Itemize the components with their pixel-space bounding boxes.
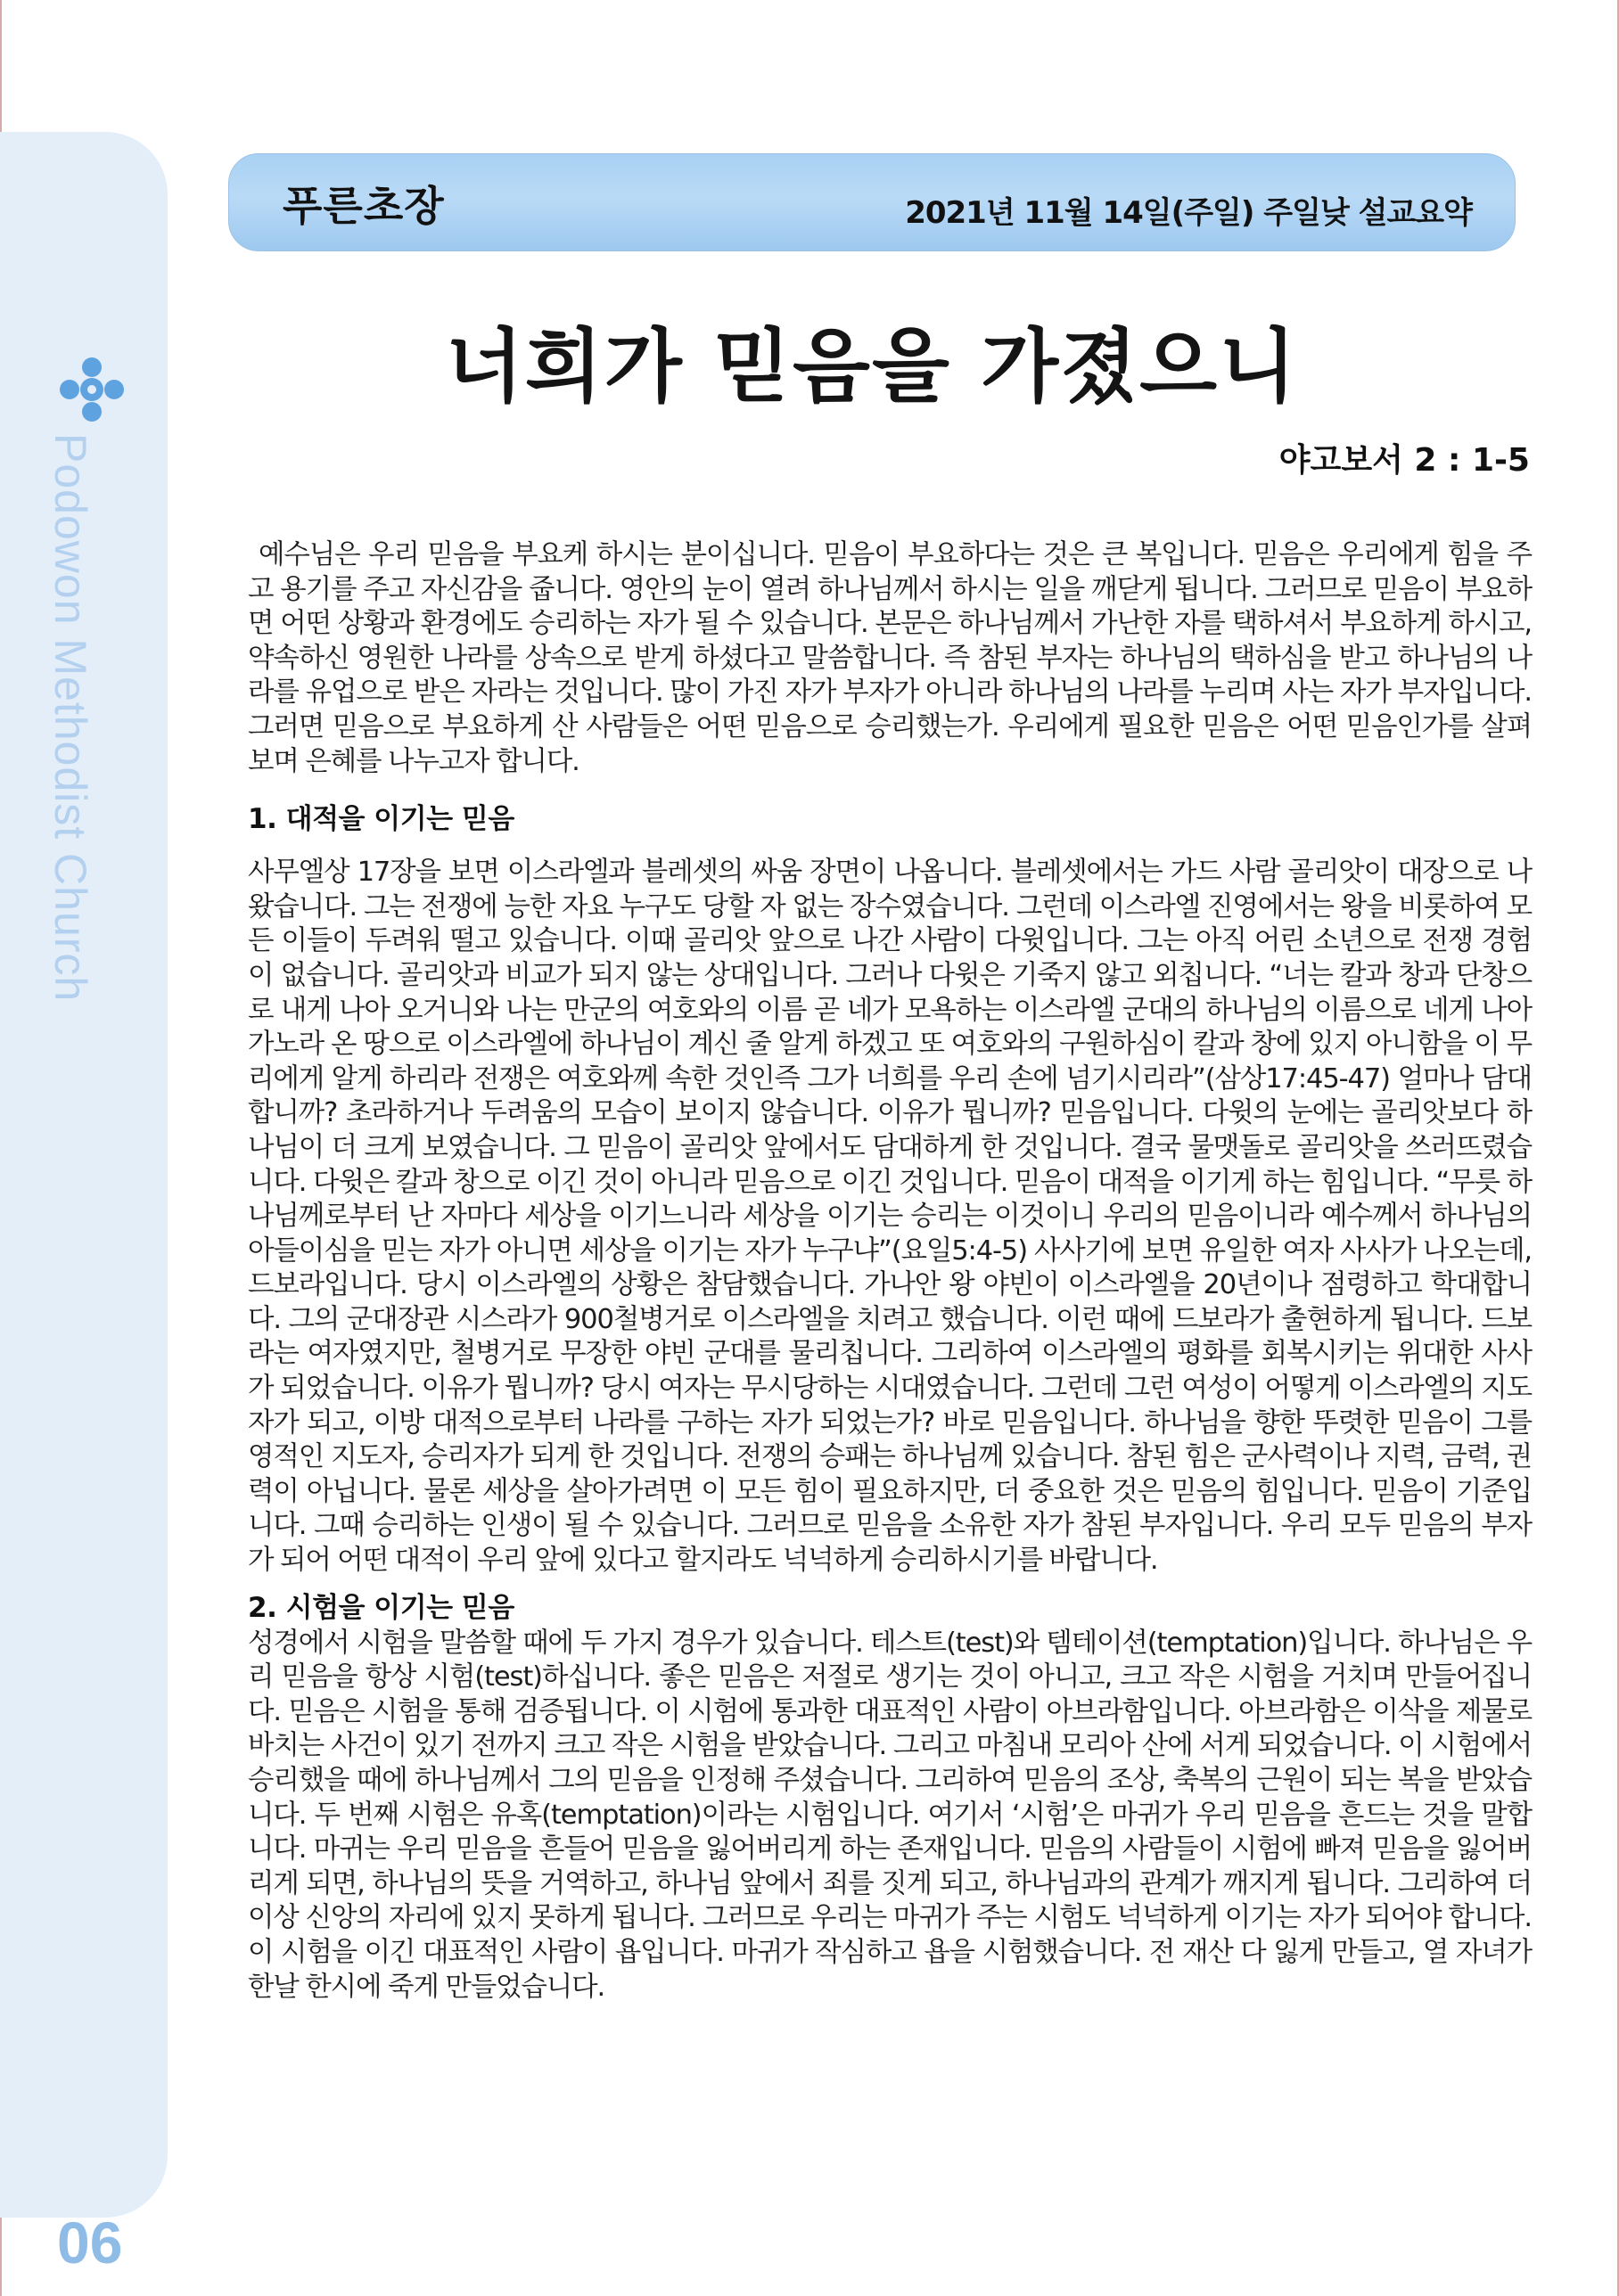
page-number: 06 <box>57 2210 123 2276</box>
sermon-body <box>248 538 1532 2005</box>
section-heading-2: 2. 시험을 이기는 믿음 <box>248 1591 514 1624</box>
intro-paragraph: 예수님은 우리 믿음을 부요케 하시는 분이십니다. 믿음이 부요하다는 것은 큰 복입니다. 믿음은 우리에게 힘을 주고 용기를 주고 자신감을 줍니다. 영안의 눈이 열려 하나님께서 하시는 일을 깨닫게 됩니다. 그러므로 믿음이 부요하면 어떤 상황과 환경에도 승리하는 자가 될 수 있습니다. 본문은 하나님께서 가난한 자를 택하셔서 부요하게 하시고, 약속하신 영원한 나라를 상속으로 받게 하셨다고 말씀합니다. 즉 참된 부자는 하나님의 택하심을 받고 하나님의 나라를 유업으로 받은 자라는 것입니다. 많이 가진 자가 부자가 아니라 하나님의 나라를 누리며 사는 자가 부자입니다. 그러면 믿음으로 부요하게 산 사람들은 어떤 믿음으로 승리했는가. 우리에게 필요한 믿음은 어떤 믿음인가를 살펴보며 은혜를 나누고자 합니다. <box>248 539 1532 777</box>
quatrefoil-icon <box>59 357 125 422</box>
sidebar-band <box>0 132 168 2276</box>
section-paragraph-1: 사무엘상 17장을 보면 이스라엘과 블레셋의 싸움 장면이 나옵니다. 블레셋에서는 가드 사람 골리앗이 대장으로 나왔습니다. 그는 전쟁에 능한 자요 누구도 당할 자 없는 장수였습니다. 그런데 이스라엘 진영에서는 왕을 비롯하여 모든 이들이 두려워 떨고 있습니다. 이때 골리앗 앞으로 나간 사람이 다윗입니다. 그는 아직 어린 소년으로 전쟁 경험이 없습니다. 골리앗과 비교가 되지 않는 상대입니다. 그러나 다윗은 기죽지 않고 외칩니다. “너는 칼과 창과 단창으로 내게 나아 오거니와 나는 만군의 여호와의 이름 곧 네가 모욕하는 이스라엘 군대의 하나님의 이름으로 네게 나아가노라 온 땅으로 이스라엘에 하나님이 계신 줄 알게 하겠고 또 여호와의 구원하심이 칼과 창에 있지 아니함을 이 무리에게 알게 하리라 전쟁은 여호와께 속한 것인즉 그가 너희를 우리 손에 넘기시리라”(삼상17:45-47) 얼마나 담대합니까? 초라하거나 두려움의 모습이 보이지 않습니다. 이유가 뭡니까? 믿음입니다. 다윗의 눈에는 골리앗보다 하나님이 더 크게 보였습니다. 그 믿음이 골리앗 앞에서도 담대하게 한 것입니다. 결국 물맷돌로 골리앗을 쓰러뜨렸습니다. 다윗은 칼과 창으로 이긴 것이 아니라 믿음으로 이긴 것입니다. 믿음이 대적을 이기게 하는 힘입니다. “무릇 하나님께로부터 난 자마다 세상을 이기느니라 세상을 이기는 승리는 이것이니 우리의 믿음이니라 예수께서 하나님의 아들이심을 믿는 자가 아니면 세상을 이기는 자가 누구냐”(요일5:4-5) 사사기에 보면 유일한 여자 사사가 나오는데, 드보라입니다. 당시 이스라엘의 상황은 참담했습니다. 가나안 왕 야빈이 이스라엘을 20년이나 점령하고 학대합니다. 그의 군대장관 시스라가 900철병거로 이스라엘을 치려고 했습니다. 이런 때에 드보라가 출현하게 됩니다. 드보라는 여자였지만, 철병거로 무장한 야빈 군대를 물리칩니다. 그리하여 이스라엘의 평화를 회복시키는 위대한 사사가 되었습니다. 이유가 뭡니까? 당시 여자는 무시당하는 시대였습니다. 그런데 그런 여성이 어떻게 이스라엘의 지도자가 되고, 이방 대적으로부터 나라를 구하는 자가 되었는가? 바로 믿음입니다. 하나님을 향한 뚜렷한 믿음이 그를 영적인 지도자, 승리자가 되게 한 것입니다. 전쟁의 승패는 하나님께 있습니다. 참된 힘은 군사력이나 지력, 금력, 권력이 아닙니다. 물론 세상을 살아가려면 이 모든 힘이 필요하지만, 더 중요한 것은 믿음의 힘입니다. 믿음이 기준입니다. 그때 승리하는 인생이 될 수 있습니다. 그러므로 믿음을 소유한 자가 참된 부자입니다. 우리 모두 믿음의 부자가 되어 어떤 대적이 우리 앞에 있다고 할지라도 넉넉하게 승리하시기를 바랍니다. <box>248 857 1532 1577</box>
section-heading-1: 1. 대적을 이기는 믿음 <box>248 803 514 836</box>
section-paragraph-2: 성경에서 시험을 말씀할 때에 두 가지 경우가 있습니다. 테스트(test)와 템테이션(temptation)입니다. 하나님은 우리 믿음을 항상 시험(test)하십니다. 좋은 믿음은 저절로 생기는 것이 아니고, 크고 작은 시험을 거치며 만들어집니다. 믿음은 시험을 통해 검증됩니다. 이 시험에 통과한 대표적인 사람이 아브라함입니다. 아브라함은 이삭을 제물로 바치는 사건이 있기 전까지 크고 작은 시험을 받았습니다. 그리고 마침내 모리아 산에 서게 되었습니다. 이 시험에서 승리했을 때에 하나님께서 그의 믿음을 인정해 주셨습니다. 그리하여 믿음의 조상, 축복의 근원이 되는 복을 받았습니다. 두 번째 시험은 유혹(temptation)이라는 시험입니다. 여기서 ‘시험’은 마귀가 우리 믿음을 흔드는 것을 말합니다. 마귀는 우리 믿음을 흔들어 믿음을 잃어버리게 하는 존재입니다. 믿음의 사람들이 시험에 빠져 믿음을 잃어버리게 되면, 하나님의 뜻을 거역하고, 하나님 앞에서 죄를 짓게 되고, 하나님과의 관계가 깨지게 됩니다. 그리하여 더 이상 신앙의 자리에 있지 못하게 됩니다. 그러므로 우리는 마귀가 주는 시험도 넉넉하게 이기는 자가 되어야 합니다. 이 시험을 이긴 대표적인 사람이 욥입니다. 마귀가 작심하고 욥을 시험했습니다. 전 재산 다 잃게 만들고, 열 자녀가 한날 한시에 죽게 만들었습니다. <box>248 1627 1532 2003</box>
church-name-vertical: Podowon Methodist Church <box>45 433 95 1003</box>
sermon-date: 2021년 11월 14일(주일) 주일낮 설교요약 <box>905 195 1472 231</box>
header-banner <box>228 153 1516 251</box>
sermon-title: 너희가 믿음을 가졌으니 <box>445 319 1299 414</box>
section-label: 푸른초장 <box>283 182 445 230</box>
scripture-reference: 야고보서 2 : 1-5 <box>1278 442 1530 479</box>
